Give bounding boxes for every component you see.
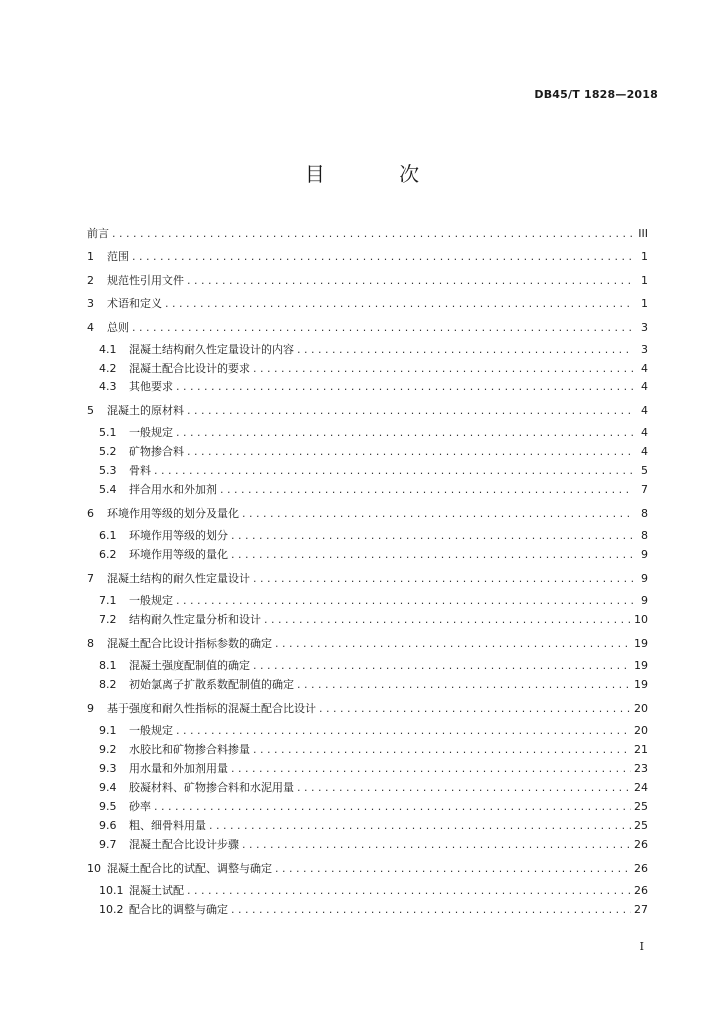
toc-entry-label: 一般规定 [129,724,173,737]
toc-entry-number: 3 [87,297,94,310]
toc-entry-page: 26 [634,862,648,875]
toc-entry-number: 9.1 [99,724,117,737]
toc-leader-dots [187,885,631,896]
toc-entry-label: 一般规定 [129,426,173,439]
toc-entry-page: 1 [641,297,648,310]
toc-leader-dots [242,508,633,519]
toc-leader-dots [319,703,631,714]
toc-entry[interactable] [87,465,648,476]
toc-entry[interactable] [87,614,648,625]
toc-entry-number: 2 [87,274,94,287]
toc-entry-label: 其他要求 [129,380,173,393]
toc-entry-page: 3 [641,321,648,334]
toc-entry-page: 9 [641,594,648,607]
toc-entry-number: 5 [87,404,94,417]
toc-entry[interactable] [87,446,648,457]
toc-entry-label: 骨料 [129,464,151,477]
toc-entry-page: 9 [641,572,648,585]
page-number: I [639,940,644,953]
toc-leader-dots [112,228,633,239]
toc-entry-page: 27 [634,903,648,916]
toc-entry[interactable] [87,381,648,392]
toc-entry-label: 规范性引用文件 [107,274,184,287]
toc-leader-dots [297,344,633,355]
toc-entry-number: 6 [87,507,94,520]
toc-leader-dots [231,904,631,915]
toc-entry[interactable] [87,763,648,774]
toc-entry-label: 混凝土配合比设计步骤 [129,838,239,851]
toc-entry-number: 7.1 [99,594,117,607]
toc-entry[interactable] [87,530,648,541]
toc-leader-dots [253,363,633,374]
toc-entry[interactable] [87,275,648,286]
toc-entry[interactable] [87,863,648,874]
toc-leader-dots [231,763,631,774]
toc-entry-page: 19 [634,637,648,650]
toc-entry[interactable] [87,344,648,355]
toc-entry-number: 4.1 [99,343,117,356]
toc-entry-page: 26 [634,884,648,897]
toc-entry[interactable] [87,363,648,374]
toc-entry-page: 21 [634,743,648,756]
toc-entry-number: 9 [87,702,94,715]
toc-entry-page: 4 [641,380,648,393]
toc-leader-dots [209,820,631,831]
toc-entry-number: 8 [87,637,94,650]
toc-leader-dots [132,322,633,333]
toc-entry-page: 10 [634,613,648,626]
toc-entry-page: 4 [641,445,648,458]
toc-entry-page: 25 [634,800,648,813]
toc-entry-page: 25 [634,819,648,832]
toc-entry-number: 5.3 [99,464,117,477]
toc-entry[interactable] [87,703,648,714]
toc-entry-label: 混凝土配合比设计的要求 [129,362,250,375]
toc-entry-number: 8.2 [99,678,117,691]
toc-entry[interactable] [87,595,648,606]
toc-entry[interactable] [87,782,648,793]
toc-entry-page: 1 [641,274,648,287]
toc-entry-label: 拌合用水和外加剂 [129,483,217,496]
toc-entry-page: 20 [634,724,648,737]
toc-leader-dots [297,782,631,793]
toc-entry-page: 24 [634,781,648,794]
toc-entry-page: 4 [641,362,648,375]
toc-entry-label: 水胶比和矿物掺合料掺量 [129,743,250,756]
toc-leader-dots [132,251,633,262]
toc-entry-page: 4 [641,426,648,439]
toc-entry[interactable] [87,744,648,755]
toc-entry[interactable] [87,405,648,416]
toc-entry[interactable] [87,427,648,438]
toc-entry-label: 前言 [87,227,109,240]
toc-entry[interactable] [87,839,648,850]
toc-entry-label: 混凝土配合比的试配、调整与确定 [107,862,272,875]
toc-entry-page: 9 [641,548,648,561]
toc-entry-label: 混凝土试配 [129,884,184,897]
toc-entry-label: 基于强度和耐久性指标的混凝土配合比设计 [107,702,316,715]
toc-entry[interactable] [87,904,648,915]
toc-entry-label: 混凝土强度配制值的确定 [129,659,250,672]
toc-leader-dots [231,549,633,560]
toc-entry-label: 初始氯离子扩散系数配制值的确定 [129,678,294,691]
toc-entry-page: 4 [641,404,648,417]
toc-entry-page: 23 [634,762,648,775]
toc-entry[interactable] [87,638,648,649]
toc-entry[interactable] [87,228,648,239]
standard-code: DB45/T 1828—2018 [534,88,658,101]
toc-entry-page: 19 [634,659,648,672]
toc-entry-page: 1 [641,250,648,263]
toc-leader-dots [297,679,631,690]
toc-entry-page: 19 [634,678,648,691]
toc-entry[interactable] [87,573,648,584]
toc-entry-label: 范围 [107,250,129,263]
toc-leader-dots [253,660,631,671]
toc-leader-dots [242,839,631,850]
toc-entry-number: 6.1 [99,529,117,542]
toc-entry-number: 4.2 [99,362,117,375]
toc-entry-label: 结构耐久性定量分析和设计 [129,613,261,626]
toc-entry-page: 20 [634,702,648,715]
toc-entry-label: 环境作用等级的划分及量化 [107,507,239,520]
toc-leader-dots [154,801,631,812]
toc-entry[interactable] [87,660,648,671]
toc-leader-dots [275,638,631,649]
toc-entry[interactable] [87,508,648,519]
toc-leader-dots [264,614,631,625]
toc-entry-number: 9.3 [99,762,117,775]
toc-entry[interactable] [87,484,648,495]
toc-leader-dots [165,298,633,309]
toc-leader-dots [253,744,631,755]
toc-entry-label: 粗、细骨料用量 [129,819,206,832]
toc-entry-page: 8 [641,529,648,542]
toc-entry-number: 5.1 [99,426,117,439]
toc-entry-number: 9.2 [99,743,117,756]
toc-leader-dots [231,530,633,541]
toc-entry-page: III [638,227,648,240]
toc-entry-number: 7.2 [99,613,117,626]
toc-entry-number: 7 [87,572,94,585]
toc-leader-dots [220,484,633,495]
toc-entry-number: 4.3 [99,380,117,393]
toc-entry-number: 9.4 [99,781,117,794]
toc-leader-dots [187,446,633,457]
toc-entry-page: 7 [641,483,648,496]
toc-leader-dots [154,465,633,476]
toc-entry-label: 矿物掺合料 [129,445,184,458]
toc-entry[interactable] [87,322,648,333]
toc-entry[interactable] [87,298,648,309]
toc-entry-number: 8.1 [99,659,117,672]
toc-entry-label: 用水量和外加剂用量 [129,762,228,775]
toc-entry-number: 5.2 [99,445,117,458]
toc-entry-number: 4 [87,321,94,334]
toc-entry-number: 9.5 [99,800,117,813]
toc-entry-number: 6.2 [99,548,117,561]
toc-leader-dots [187,405,633,416]
toc-leader-dots [176,381,633,392]
toc-entry[interactable] [87,549,648,560]
toc-entry-page: 26 [634,838,648,851]
toc-entry-number: 1 [87,250,94,263]
toc-entry-label: 混凝土结构的耐久性定量设计 [107,572,250,585]
toc-entry-page: 3 [641,343,648,356]
toc-entry-label: 一般规定 [129,594,173,607]
toc-entry-number: 5.4 [99,483,117,496]
toc-entry-number: 9.7 [99,838,117,851]
toc-entry[interactable] [87,820,648,831]
toc-entry-number: 10.1 [99,884,124,897]
toc-leader-dots [253,573,633,584]
toc-entry-label: 环境作用等级的量化 [129,548,228,561]
toc-entry-label: 术语和定义 [107,297,162,310]
toc-entry-label: 总则 [107,321,129,334]
toc-entry-number: 9.6 [99,819,117,832]
toc-entry-page: 5 [641,464,648,477]
toc-entry-label: 混凝土的原材料 [107,404,184,417]
toc-leader-dots [176,427,633,438]
toc-leader-dots [176,725,631,736]
toc-leader-dots [187,275,633,286]
toc-entry-number: 10 [87,862,101,875]
toc-entry-label: 胶凝材料、矿物掺合料和水泥用量 [129,781,294,794]
toc-entry-label: 混凝土配合比设计指标参数的确定 [107,637,272,650]
toc-leader-dots [176,595,633,606]
page-title: 目 次 [304,162,454,186]
toc-entry[interactable] [87,725,648,736]
toc-entry[interactable] [87,679,648,690]
toc-entry[interactable] [87,251,648,262]
toc-entry-label: 砂率 [129,800,151,813]
toc-entry-label: 混凝土结构耐久性定量设计的内容 [129,343,294,356]
toc-entry-number: 10.2 [99,903,124,916]
toc-entry-page: 8 [641,507,648,520]
toc-entry[interactable] [87,885,648,896]
toc-entry-label: 配合比的调整与确定 [129,903,228,916]
toc-leader-dots [275,863,631,874]
toc-entry-label: 环境作用等级的划分 [129,529,228,542]
toc-entry[interactable] [87,801,648,812]
